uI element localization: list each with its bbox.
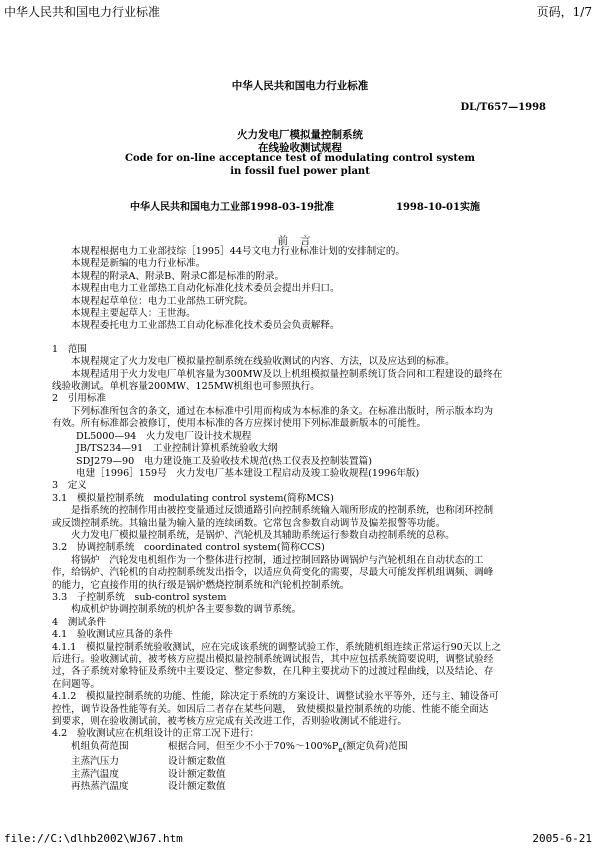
section-3-2-title: 3.2 协调控制系统 coordinated control system(简称CCS) (52, 542, 325, 554)
paragraph-cont: 或反馈控制系统。其输出量为输入量的连续函数。它常包含参数自动调节及偏差报警等功能。 (52, 517, 446, 529)
preface-line: 本规程主要起草人：王世海。 (71, 308, 196, 320)
clause-4-1-2: 4.1.2 模拟量控制系统的功能、性能，除决定于系统的方案设计、调整试验水平等外，还与主、辅设备可 (52, 691, 499, 703)
paragraph: 将锅炉 汽轮发电机组作为一个整体进行控制，通过控制回路协调锅炉与汽轮机组在自动状态的工 (71, 554, 484, 566)
title-cn-line1: 火力发电厂模拟量控制系统 (237, 129, 363, 141)
title-cn-line2: 在线验收测试规程 (258, 142, 342, 154)
title-en-line2: in fossil fuel power plant (230, 166, 370, 177)
condition-label: 主蒸汽压力 (71, 756, 119, 768)
paragraph: 构成机炉协调控制系统的机炉各主要参数的调节系统。 (71, 604, 302, 616)
paragraph-cont: 控性，调节设备性能等有关。如因后二者存在某些问题， 致使模拟量控制系统的功能、性能不能全面达 (52, 703, 489, 715)
paragraph: 本规程适用于火力发电厂单机容量为300MW及以上机组模拟量控制系统订货合同和工程建设的最终在 (71, 368, 503, 380)
paragraph-cont: 线验收测试。单机容量200MW、125MW机组也可参照执行。 (52, 381, 320, 393)
condition-label: 机组负荷范围 (71, 740, 129, 752)
page-header-title: 中华人民共和国电力行业标准 (4, 5, 161, 19)
condition-value: 设计额定数值 (168, 780, 226, 792)
paragraph-cont: 在问题等。 (52, 678, 100, 690)
preface-line: 本规程是新编的电力行业标准。 (71, 258, 206, 270)
condition-value: 设计额定数值 (168, 768, 226, 780)
standard-category: 中华人民共和国电力行业标准 (231, 80, 369, 92)
preface-line: 本规程根据电力工业部技综［1995］44号文电力行业标准计划的安排制定的。 (71, 246, 406, 257)
condition-label: 主蒸汽温度 (71, 768, 119, 780)
condition-row (52, 756, 588, 768)
title-en-line1: Code for on-line acceptance test of modulating control system (125, 153, 475, 164)
section-3-title: 3 定义 (52, 480, 87, 492)
standard-number: DL/T657—1998 (460, 102, 546, 113)
condition-row (52, 781, 588, 793)
reference-item: SDJ279—90 电力建设施工及验收技术规范(热工仪表及控制装置篇) (76, 455, 372, 467)
page-number: 页码，1/7 (536, 5, 592, 19)
section-1-title: 1 范围 (52, 343, 87, 355)
preface-line: 本规程的附录A、附录B、附录C都是标准的附录。 (71, 270, 285, 282)
condition-label: 再热蒸汽温度 (71, 780, 129, 792)
clause-4-1-1: 4.1.1 模拟量控制系统验收测试，应在完成该系统的调整试验工作，系统随机组连续正常运行90天以上之 (52, 641, 502, 653)
paragraph: 下列标准所包含的条文，通过在本标准中引用而构成为本标准的条文。在标准出版时，所示版本均为 (71, 405, 494, 417)
paragraph: 火力发电厂模拟量控制系统，是锅炉、汽轮机及其辅助系统运行参数自动控制系统的总称。 (71, 529, 455, 541)
paragraph-cont: 到要求，则在验收测试前，被考核方应完成有关改进工作，否则验收测试不能进行。 (52, 716, 407, 728)
preface-title: 前言 (277, 235, 323, 247)
preface-line: 本规程起草单位：电力工业部热工研究院。 (71, 295, 254, 307)
paragraph-cont: 过，各子系统对象特征及系统中主要设定、整定参数，在几种主要扰动下的过渡过程曲线，以及结论、存 (52, 666, 494, 678)
document-body (52, 246, 588, 793)
condition-row (52, 769, 588, 781)
section-3-3-title: 3.3 子控制系统 sub-control system (52, 591, 227, 603)
paragraph: 是指系统的控制作用由被控变量通过反馈通路引向控制系统输入端所形成的控制系统，也称闭环控制 (71, 505, 494, 517)
condition-value: 设计额定数值 (168, 756, 226, 768)
paragraph-cont: 作，给锅炉、汽轮机的自动控制系统发出指令，以适应负荷变化的需要，尽最大可能发挥机组调频、调峰 (52, 567, 494, 579)
section-4-1-title: 4.1 验收测试应具备的条件 (52, 629, 173, 641)
paragraph: 本规程规定了火力发电厂模拟量控制系统在线验收测试的内容、方法，以及应达到的标准。 (71, 356, 455, 368)
reference-item: 电建［1996］159号 火力发电厂基本建设工程启动及竣工验收规程(1996年版) (76, 467, 420, 479)
preface-line: 本规程委托电力工业部热工自动化标准化技术委员会负责解释。 (71, 320, 340, 332)
preface-line: 本规程由电力工业部热工自动化标准化技术委员会提出并归口。 (71, 283, 340, 295)
approval-date: 中华人民共和国电力工业部1998-03-19批准 (130, 202, 334, 213)
section-3-1-title: 3.1 模拟量控制系统 modulating control system(简称MCS) (52, 492, 334, 504)
section-2-title: 2 引用标准 (52, 393, 107, 405)
condition-value: 根据合同，但至少不小于$70\%\sim 100\%P_e$(额定负荷)范围 (168, 740, 408, 754)
paragraph-cont: 有效。所有标准都会被修订，使用本标准的各方应探讨使用下列标准最新版本的可能性。 (52, 418, 427, 430)
file-path-footer: file://C:\dlhb2002\WJ67.htm (4, 832, 183, 845)
reference-item: DL5000—94 火力发电厂设计技术规程 (76, 430, 252, 442)
reference-item: JB/TS234—91 工业控制计算机系统验收大纲 (76, 443, 278, 455)
paragraph-cont: 的能力，它直接作用的执行级是锅炉燃烧控制系统和汽轮机控制系统。 (52, 579, 350, 591)
condition-row (52, 741, 588, 756)
print-date-footer: 2005-6-21 (532, 832, 592, 845)
paragraph-cont: 后进行。验收测试前，被考核方应提出模拟量控制系统调试报告，其中应包括系统简要说明，调整试验经 (52, 654, 494, 665)
effective-date: 1998-10-01实施 (396, 202, 480, 213)
section-4-title: 4 测试条件 (52, 616, 107, 628)
section-4-2-title: 4.2 验收测试应在机组设计的正常工况下进行： (52, 728, 260, 740)
